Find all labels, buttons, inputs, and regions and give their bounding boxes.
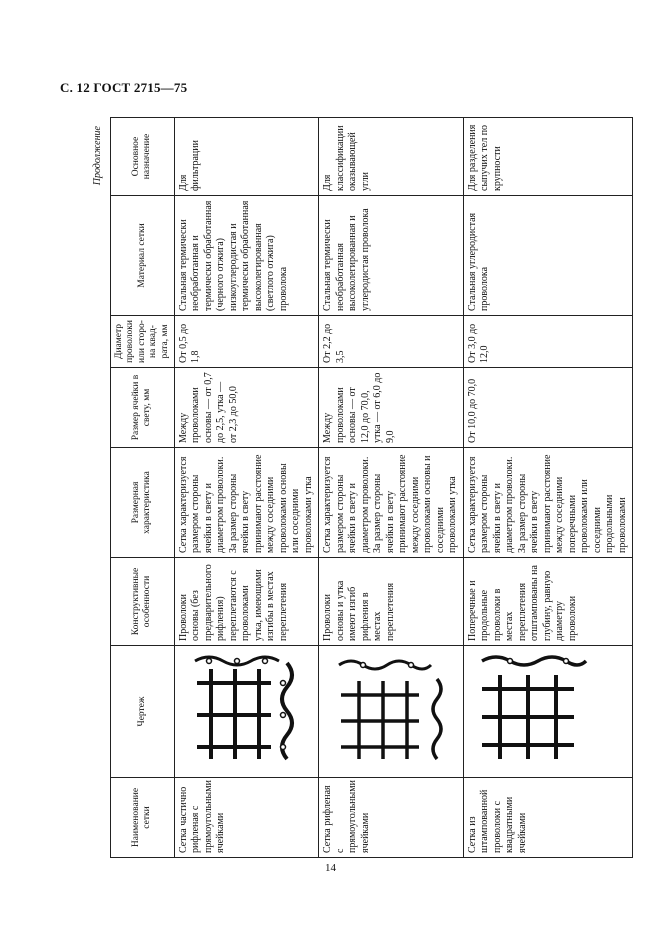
cell-dimension: Сетка характеризуется размером стороны ячейки в свету и диаметром проволоки. За размер стороны ячейки в свету принимают расстояние между соседними поперечными проволоками или соседними продольными проволоками [463, 448, 633, 558]
table-row [174, 118, 319, 858]
continuation-label: Продолжение [92, 126, 103, 186]
col-header-dimension: Размерная характеристика [111, 448, 175, 558]
cell-name: Сетка из штампованной проволоки с квадратными ячейками [463, 778, 633, 858]
cell-material: Стальная углеродистая проволока [463, 196, 633, 316]
cell-material: Стальная термически необработанная высоколегированная и углеродистая проволока [319, 196, 464, 316]
header-row [111, 118, 175, 858]
mesh-drawing-crimped-rectangular [319, 646, 464, 778]
cell-features: Проволоки основы (без предварительного рифления) переплетаются с проволоками утка, имеющими изгибы в местах переплетения [174, 558, 319, 646]
cell-purpose: Для разделения сыпучих тел по крупности [463, 118, 633, 196]
spec-table [110, 117, 633, 858]
cell-purpose: Для классификации оказывающей угли [319, 118, 464, 196]
cell-dimension: Сетка характеризуется размером стороны ячейки в свету и диаметром проволоки. За размер стороны ячейки в свету принимают расстояние между соседними проволоками основы и соседними проволоками утка [319, 448, 464, 558]
mesh-drawing-stamped-square [463, 646, 633, 778]
page-header: С. 12 ГОСТ 2715—75 [60, 80, 188, 95]
cell-wire-diameter: От 3,0 до 12,0 [463, 316, 633, 368]
cell-cell-size: От 10,0 до 70,0 [463, 368, 633, 448]
mesh-drawing-partial-crimped [174, 646, 319, 778]
cell-features: Поперечные и продольные проволоки в местах переплетения отштампованы на глубину, равную диаметру проволоки [463, 558, 633, 646]
cell-dimension: Сетка характеризуется размером стороны ячейки в свету и диаметром проволоки. За размер стороны ячейки в свету принимают расстояние между соседними проволоками основы или соседними проволоками утка [174, 448, 319, 558]
col-header-features: Конструктивные особенности [111, 558, 175, 646]
table-row [463, 118, 633, 858]
cell-name: Сетка рифленая с прямоугольными ячейками [319, 778, 464, 858]
page-number: 14 [325, 862, 336, 874]
col-header-wire-diameter: Диаметр проволоки или сторо-на квад-рата, мм [111, 316, 175, 368]
cell-cell-size: Между проволоками основы — от 0,7 до 2,5, утка — от 2,3 до 50,0 [174, 368, 319, 448]
col-header-material: Материал сетки [111, 196, 175, 316]
cell-cell-size: Между проволоками основы — от 12,0 до 70,0, утка — от 6,0 до 9,0 [319, 368, 464, 448]
cell-features: Проволоки основы и утка имеют изгиб рифления в местах переплетения [319, 558, 464, 646]
table-frame [92, 118, 628, 858]
col-header-drawing: Чертеж [111, 646, 175, 778]
cell-material: Стальная термически необработанная и термически обработанная (черного отжига) низкоуглеродистая и термически обработанная высоколегированная (светлого отжига) проволока [174, 196, 319, 316]
col-header-purpose: Основное назначение [111, 118, 175, 196]
cell-wire-diameter: От 0,5 до 1,8 [174, 316, 319, 368]
cell-purpose: Для фильтрации [174, 118, 319, 196]
rotated-table-area [92, 118, 628, 858]
cell-name: Сетка частично рифленая с прямоугольными ячейками [174, 778, 319, 858]
col-header-cell-size: Размер ячейки в свету, мм [111, 368, 175, 448]
table-row [319, 118, 464, 858]
cell-wire-diameter: От 2,2 до 3,5 [319, 316, 464, 368]
col-header-name: Наименование сетки [111, 778, 175, 858]
